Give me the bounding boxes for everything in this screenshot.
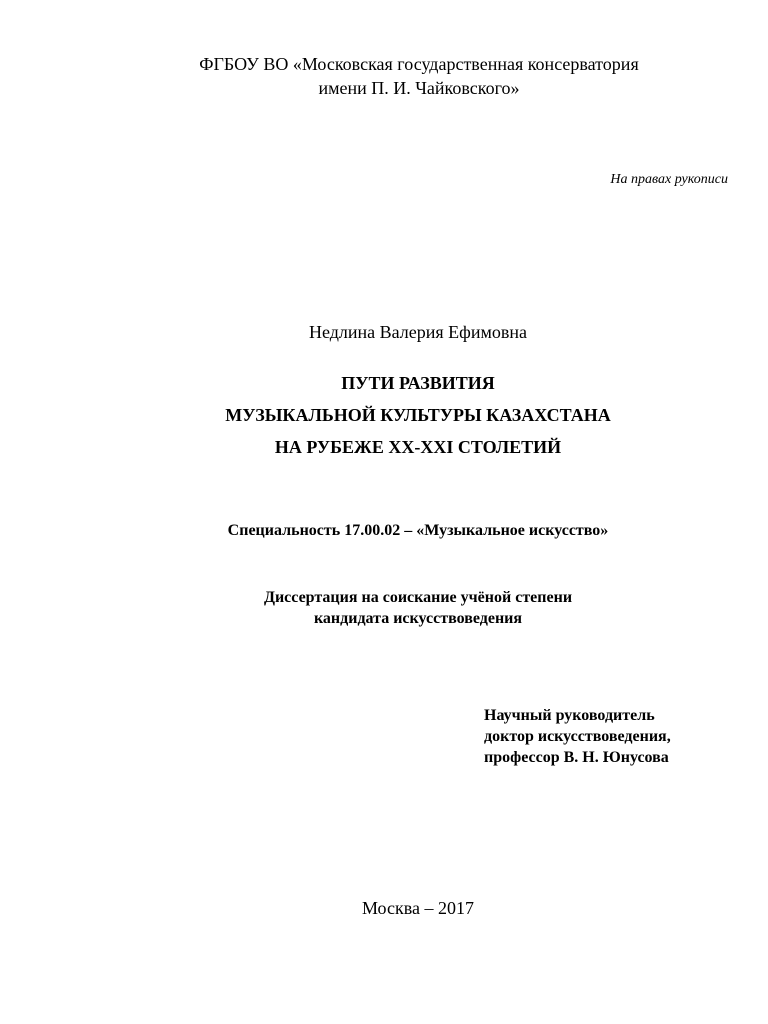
institution-line-2: имени П. И. Чайковского»: [318, 78, 520, 98]
institution-header: [0, 52, 768, 100]
title-line-3: НА РУБЕЖЕ XX-XXI СТОЛЕТИЙ: [274, 437, 562, 457]
rights-note: На правах рукописи: [610, 172, 728, 187]
supervisor-line-1: Научный руководитель: [484, 707, 655, 724]
degree-line-1: Диссертация на соискание учёной степени: [263, 589, 573, 606]
city-year: Москва – 2017: [362, 898, 474, 918]
supervisor-line-2: доктор искусствоведения,: [484, 728, 671, 745]
specialty: Специальность 17.00.02 – «Музыкальное искусство»: [227, 522, 609, 539]
institution-line-1: ФГБОУ ВО «Московская государственная консерватория: [199, 54, 639, 74]
title-line-2: МУЗЫКАЛЬНОЙ КУЛЬТУРЫ КАЗАХСТАНА: [225, 405, 611, 425]
degree-line-2: кандидата искусствоведения: [313, 610, 523, 627]
supervisor-block: [484, 705, 671, 768]
supervisor-line-3: профессор В. Н. Юнусова: [484, 749, 669, 766]
author-name: Недлина Валерия Ефимовна: [309, 322, 527, 342]
dissertation-degree: [0, 587, 768, 629]
title-line-1: ПУТИ РАЗВИТИЯ: [341, 373, 495, 393]
dissertation-title: [0, 367, 768, 463]
